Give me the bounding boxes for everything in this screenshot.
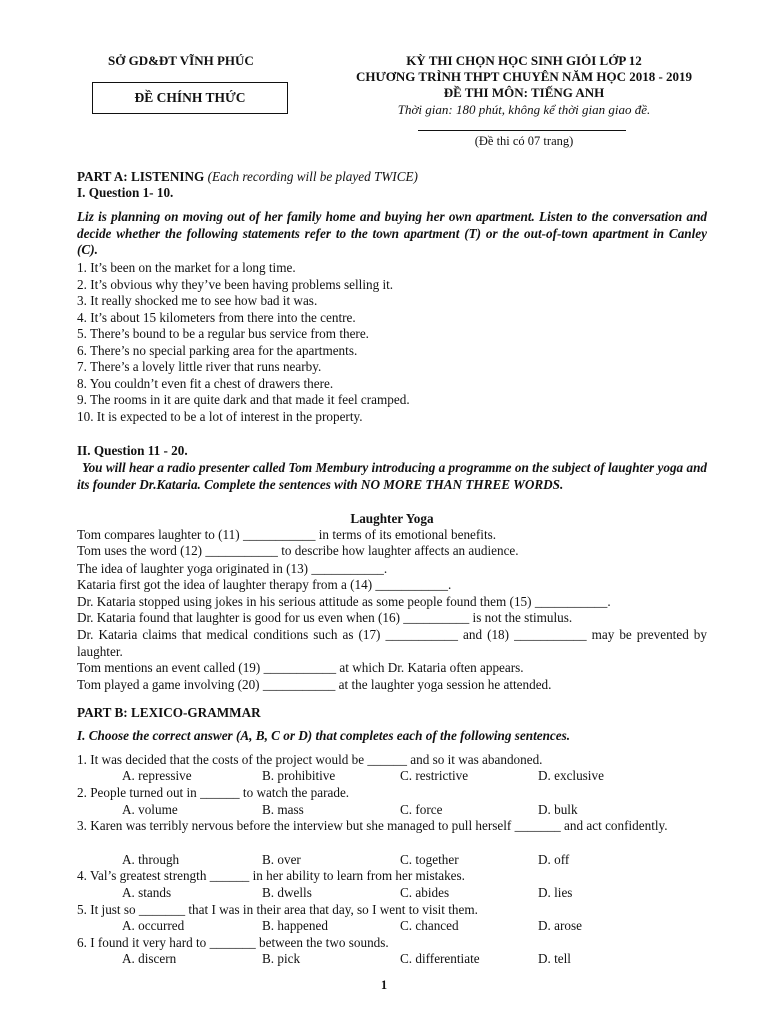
list-item: 9. The rooms in it are quite dark and that made it feel cramped. — [77, 392, 410, 407]
list-item: Tom compares laughter to (11) ___________ in terms of its emotional benefits. — [77, 527, 497, 542]
option-d: D. arose — [538, 918, 582, 933]
option-c: C. differentiate — [400, 951, 480, 966]
part-b-title: PART B: LEXICO-GRAMMAR — [77, 705, 261, 720]
list-item: The idea of laughter yoga originated in (13) ___________. — [77, 561, 388, 576]
part-a-heading — [77, 169, 418, 185]
section-1-heading: I. Question 1- 10. — [77, 185, 174, 200]
exam-duration: Thời gian: 180 phút, không kể thời gian giao đề. — [397, 102, 651, 117]
list-item: 4. It’s about 15 kilometers from there into the centre. — [77, 310, 356, 325]
exam-title: KỲ THI CHỌN HỌC SINH GIỎI LỚP 12 — [406, 53, 642, 68]
option-b: B. pick — [262, 951, 301, 966]
option-a: A. repressive — [122, 768, 192, 783]
section-2-heading: II. Question 11 - 20. — [77, 443, 188, 458]
list-item: 7. There’s a lovely little river that runs nearby. — [77, 359, 322, 374]
page-count-note: (Đề thi có 07 trang) — [474, 134, 574, 148]
question-text: 6. I found it very hard to _______ between the two sounds. — [77, 935, 389, 950]
option-a: A. occurred — [122, 918, 185, 933]
option-a: A. volume — [122, 802, 178, 817]
option-a: A. through — [122, 852, 180, 867]
list-item: 1. It’s been on the market for a long time. — [77, 260, 296, 275]
question-text: 4. Val’s greatest strength ______ in her ability to learn from her mistakes. — [77, 868, 465, 883]
list-item: Dr. Kataria claims that medical conditions such as (17) ___________ and (18) ___________ may be prevented by laughter. — [77, 627, 707, 659]
option-b: B. prohibitive — [262, 768, 336, 783]
option-b: B. over — [262, 852, 301, 867]
list-item: 6. There’s no special parking area for the apartments. — [77, 343, 358, 358]
list-item: 2. It’s obvious why they’ve been having problems selling it. — [77, 277, 394, 292]
option-a: A. discern — [122, 951, 177, 966]
laughter-yoga-title: Laughter Yoga — [350, 511, 434, 526]
option-d: D. exclusive — [538, 768, 604, 783]
list-item: 5. There’s bound to be a regular bus service from there. — [77, 326, 369, 341]
list-item: Dr. Kataria stopped using jokes in his serious attitude as some people found them (15) ___________. — [77, 594, 611, 609]
option-b: B. dwells — [262, 885, 312, 900]
list-item: Tom uses the word (12) ___________ to describe how laughter affects an audience. — [77, 543, 519, 558]
question-text: 1. It was decided that the costs of the project would be ______ and so it was abandoned. — [77, 752, 543, 767]
question-text: 5. It just so _______ that I was in their area that day, so I went to visit them. — [77, 902, 478, 917]
part-b-instruction: I. Choose the correct answer (A, B, C or D) that completes each of the following sentences. — [77, 728, 571, 743]
option-b: B. mass — [262, 802, 304, 817]
exam-program: CHƯƠNG TRÌNH THPT CHUYÊN NĂM HỌC 2018 - 2019 — [355, 69, 693, 84]
list-item: Tom played a game involving (20) ___________ at the laughter yoga session he attended. — [77, 677, 552, 692]
exam-subject: ĐỀ THI MÔN: TIẾNG ANH — [443, 85, 605, 100]
option-d: D. off — [538, 852, 570, 867]
question-text: 2. People turned out in ______ to watch the parade. — [77, 785, 350, 800]
department-name: SỞ GD&ĐT VĨNH PHÚC — [108, 53, 254, 68]
option-c: C. together — [400, 852, 459, 867]
list-item: 3. It really shocked me to see how bad it was. — [77, 293, 318, 308]
option-c: C. restrictive — [400, 768, 469, 783]
list-item: 10. It is expected to be a lot of interest in the property. — [77, 409, 363, 424]
page-number: 1 — [380, 978, 388, 992]
list-item: Tom mentions an event called (19) ___________ at which Dr. Kataria often appears. — [77, 660, 524, 675]
list-item: Dr. Kataria found that laughter is good for us even when (16) __________ is not the stimulus. — [77, 610, 573, 625]
part-a-note: (Each recording will be played TWICE) — [207, 169, 418, 184]
option-d: D. bulk — [538, 802, 578, 817]
option-d: D. lies — [538, 885, 573, 900]
question-text: 3. Karen was terribly nervous before the interview but she managed to pull herself _______ and act confidently. — [77, 818, 668, 833]
official-label-box: ĐỀ CHÍNH THỨC — [92, 82, 288, 114]
option-c: C. abides — [400, 885, 450, 900]
option-c: C. chanced — [400, 918, 459, 933]
option-a: A. stands — [122, 885, 172, 900]
section-2-instruction: You will hear a radio presenter called Tom Membury introducing a programme on the subject of laughter yoga and its founder Dr.Kataria. Complete the sentences with NO MORE THAN THREE WORDS. — [77, 460, 707, 492]
list-item: 8. You couldn’t even fit a chest of drawers there. — [77, 376, 334, 391]
part-a-title: PART A: LISTENING — [77, 169, 205, 184]
option-b: B. happened — [262, 918, 328, 933]
option-d: D. tell — [538, 951, 571, 966]
header-divider — [418, 130, 626, 131]
section-1-instruction: Liz is planning on moving out of her family home and buying her own apartment. Listen to the conversation and decide whether the following statements refer to the town apartment (T) or the out-of-town apartment in Canley (C). — [77, 209, 707, 257]
option-c: C. force — [400, 802, 443, 817]
list-item: Kataria first got the idea of laughter therapy from a (14) ___________. — [77, 577, 452, 592]
